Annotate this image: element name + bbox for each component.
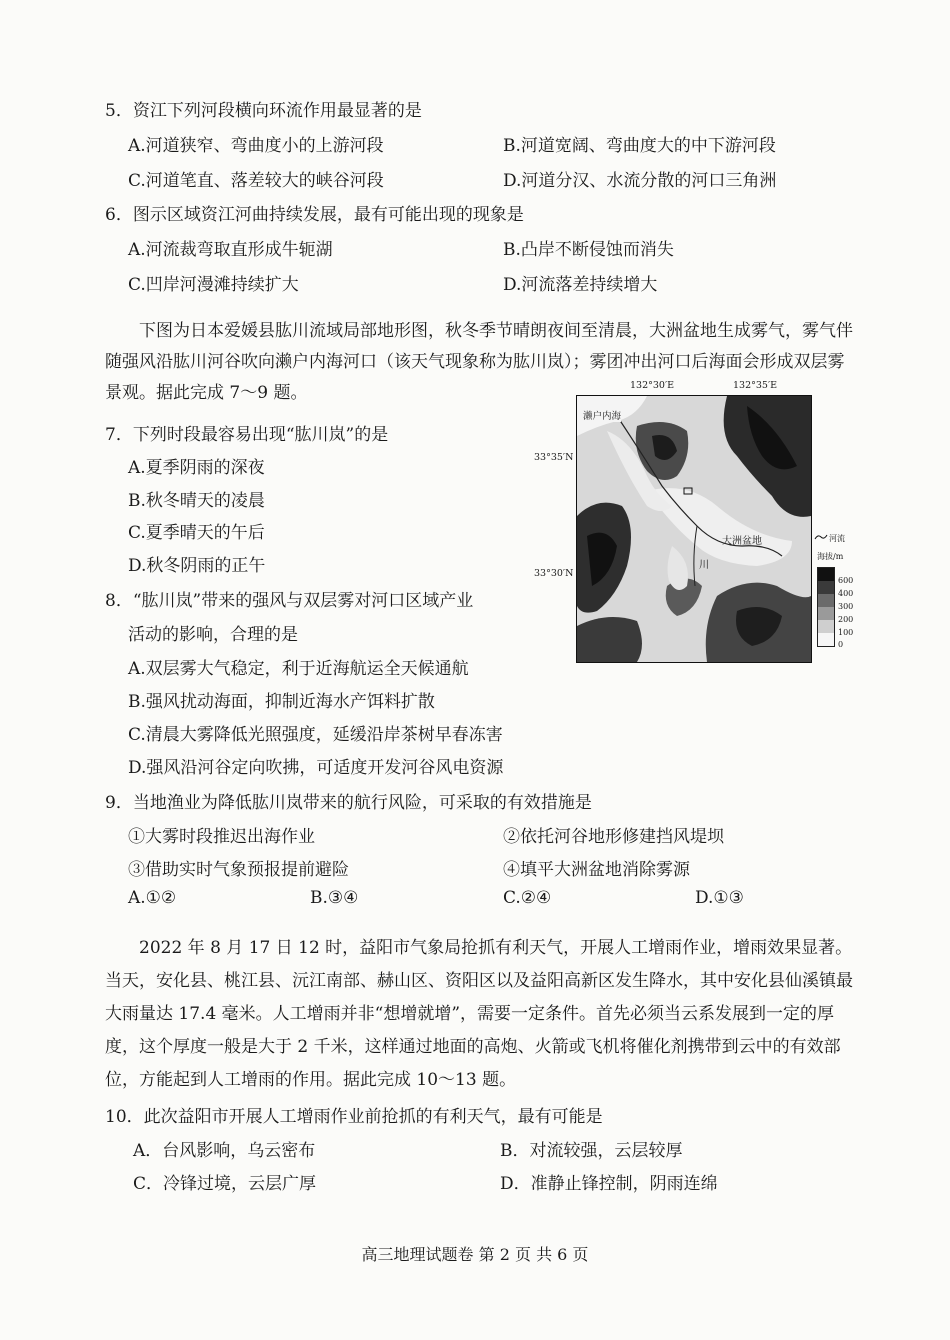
q6-option-d: D.河流落差持续增大	[503, 275, 658, 295]
q8-stem-line1: 8．“肱川岚”带来的强风与双层雾对河口区域产业	[105, 591, 474, 611]
q9-item-4: ④填平大洲盆地消除雾源	[503, 860, 690, 880]
q5-option-a: A.河道狭窄、弯曲度小的上游河段	[128, 136, 384, 156]
map-sea-label: 濑户内海	[583, 408, 621, 422]
terrain-map	[576, 395, 812, 663]
q5-option-b: B.河道宽阔、弯曲度大的中下游河段	[503, 136, 776, 156]
q9-option-c: C.②④	[503, 888, 552, 908]
q8-option-a: A.双层雾大气稳定，利于近海航运全天候通航	[128, 659, 469, 679]
q6-option-a: A.河流裁弯取直形成牛轭湖	[128, 240, 333, 260]
page-footer: 高三地理试题卷 第 2 页 共 6 页	[361, 1245, 589, 1264]
q6-stem: 6．图示区域资江河曲持续发展，最有可能出现的现象是	[105, 205, 524, 225]
legend-level-400: 400	[838, 589, 854, 598]
map-lon-label-2: 132°35′E	[733, 380, 778, 391]
q7-option-c: C.夏季晴天的午后	[128, 523, 265, 543]
q10-option-d: D．准静止锋控制，阴雨连绵	[500, 1174, 718, 1194]
map-lon-label-1: 132°30′E	[630, 380, 675, 391]
legend-elevation-bar	[817, 567, 835, 647]
q9-item-3: ③借助实时气象预报提前避险	[128, 860, 349, 880]
q7-option-d: D.秋冬阴雨的正午	[128, 556, 266, 576]
q9-option-d: D.①③	[695, 888, 744, 908]
q8-option-b: B.强风扰动海面，抑制近海水产饵料扩散	[128, 692, 435, 712]
legend-river-label: 河流	[829, 534, 845, 543]
q7-stem: 7．下列时段最容易出现“肱川岚”的是	[105, 425, 389, 445]
q9-item-2: ②依托河谷地形修建挡风堤坝	[503, 827, 724, 847]
legend-level-100: 100	[838, 628, 854, 637]
q9-option-a: A.①②	[128, 888, 177, 908]
q10-option-b: B．对流较强，云层较厚	[500, 1141, 683, 1161]
q6-option-c: C.凹岸河漫滩持续扩大	[128, 275, 299, 295]
q5-option-d: D.河道分汉、水流分散的河口三角洲	[503, 171, 777, 191]
legend-level-300: 300	[838, 602, 854, 611]
q9-stem: 9．当地渔业为降低肱川岚带来的航行风险，可采取的有效措施是	[105, 793, 592, 813]
intro-paragraph-7-9: 下图为日本爱媛县肱川流域局部地形图，秋冬季节晴朗夜间至清晨，大洲盆地生成雾气，雾气伴随强风沿肱川河谷吹向濑户内海河口（该天气现象称为肱川岚）；雾团冲出河口后海面会形成双层雾景观。据此完成 7～9 题。	[105, 321, 853, 403]
legend-level-0: 0	[838, 640, 844, 649]
q9-item-1: ①大雾时段推迟出海作业	[128, 827, 315, 847]
q8-stem-line2: 活动的影响，合理的是	[128, 625, 298, 645]
map-river-label: 川	[699, 560, 709, 571]
intro-paragraph-10-13: 2022 年 8 月 17 日 12 时，益阳市气象局抢抓有利天气，开展人工增雨作业，增雨效果显著。当天，安化县、桃江县、沅江南部、赫山区、资阳区以及益阳高新区发生降水，其中安化县仙溪镇最大雨量达 17.4 毫米。人工增雨并非“想增就增”，需要一定条件。首先必须当云系发展到一定的厚度，这个厚度一般是大于 2 千米，这样通过地面的高炮、火箭或飞机将催化剂携带到云中的有效部位，方能起到人工增雨的作用。据此完成 10～13 题。	[105, 938, 853, 1090]
map-lat-label-2: 33°30′N	[534, 568, 574, 579]
q9-option-b: B.③④	[310, 888, 359, 908]
legend-river-symbol	[814, 533, 828, 543]
map-lat-label-1: 33°35′N	[534, 452, 574, 463]
legend-level-200: 200	[838, 615, 854, 624]
q10-option-a: A．台风影响，乌云密布	[133, 1141, 316, 1161]
q8-option-c: C.清晨大雾降低光照强度，延缓沿岸茶树早春冻害	[128, 725, 503, 745]
q10-stem: 10．此次益阳市开展人工增雨作业前抢抓的有利天气，最有可能是	[105, 1107, 603, 1127]
q5-stem: 5．资江下列河段横向环流作用最显著的是	[105, 101, 422, 121]
legend-level-600: 600	[838, 576, 854, 585]
legend-title: 海拔/m	[817, 552, 844, 561]
q8-option-d: D.强风沿河谷定向吹拂，可适度开发河谷风电资源	[128, 758, 504, 778]
q10-option-c: C．冷锋过境，云层广厚	[133, 1174, 317, 1194]
map-basin-label: 大洲盆地	[722, 536, 762, 547]
q7-option-b: B.秋冬晴天的凌晨	[128, 491, 265, 511]
river-symbol-icon	[814, 533, 828, 541]
q6-option-b: B.凸岸不断侵蚀而消失	[503, 240, 674, 260]
terrain-map-graphic	[577, 396, 811, 662]
q7-option-a: A.夏季阴雨的深夜	[128, 458, 265, 478]
q5-option-c: C.河道笔直、落差较大的峡谷河段	[128, 171, 384, 191]
